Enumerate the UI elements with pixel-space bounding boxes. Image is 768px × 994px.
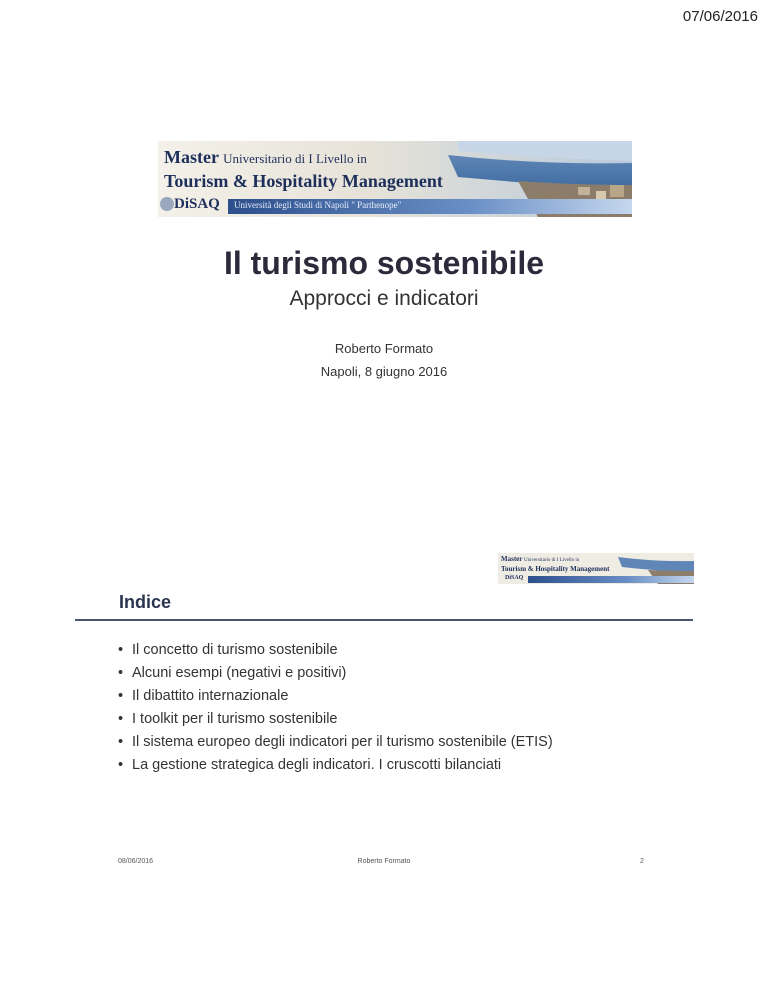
master-banner [158,141,632,217]
section-heading: Indice [119,592,172,612]
slide-subtitle: Approcci e indicatori [289,287,479,310]
list-item: • Alcuni esempi (negativi e positivi) [118,662,553,685]
small-banner-program: Tourism & Hospitality Management [501,565,610,573]
small-banner-bar [528,576,694,583]
small-banner-dept: DiSAQ [505,575,524,581]
banner-master-line [164,147,367,168]
list-item: • La gestione strategica degli indicatori. I cruscotti bilanciati [118,754,553,777]
list-item: • I toolkit per il turismo sostenibile [118,708,553,731]
section-divider [75,619,693,621]
banner-university: Università degli Studi di Napoli " Parthenope" [234,200,402,210]
page-date: 07/06/2016 [682,8,758,25]
banner-dept: DiSAQ [174,196,220,212]
footer-date: 08/06/2016 [118,858,154,865]
small-banner-master-word: Master [501,555,523,563]
banner-program: Tourism & Hospitality Management [164,171,443,191]
small-banner-master-suffix: Universitario di I Livello in [524,558,580,563]
slide-title: Il turismo sostenibile [223,245,545,281]
list-item: • Il dibattito internazionale [118,685,553,708]
banner-master-suffix: Universitario di I Livello in [223,151,367,166]
banner-master-word: Master [164,147,219,167]
master-banner-small [498,553,694,584]
list-item: • Il sistema europeo degli indicatori per il turismo sostenibile (ETIS) [118,731,553,754]
index-list [118,639,553,777]
footer-author: Roberto Formato [357,858,411,865]
small-banner-master-line [501,555,579,563]
footer-page-number: 2 [640,858,644,865]
place-date: Napoli, 8 giugno 2016 [320,364,448,379]
university-seal-icon [160,197,174,211]
list-item: • Il concetto di turismo sostenibile [118,639,553,662]
author-name: Roberto Formato [334,341,434,356]
